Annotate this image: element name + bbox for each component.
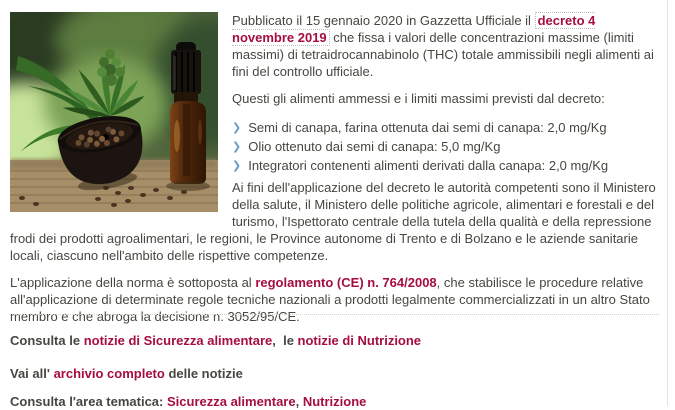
consulta-label: Consulta le bbox=[10, 333, 84, 348]
chevron-bullet-icon: ❯ bbox=[232, 122, 242, 134]
list-item-text: Integratori contenenti alimenti derivati dalla canapa: 2,0 mg/Kg bbox=[248, 158, 609, 173]
area-tematica-label: Consulta l'area tematica: bbox=[10, 394, 167, 409]
notizie-nutrizione-link[interactable]: notizie di Nutrizione bbox=[297, 333, 422, 348]
line1-separator: , le bbox=[272, 333, 298, 348]
decreto-link[interactable]: decreto 4 novembre 2019 bbox=[232, 13, 596, 45]
chevron-bullet-icon: ❯ bbox=[232, 141, 242, 153]
list-item-text: Olio ottenuto dai semi di canapa: 5,0 mg/Kg bbox=[248, 139, 501, 154]
related-links-section bbox=[10, 314, 659, 410]
archivio-line bbox=[10, 365, 659, 382]
regolamento-link[interactable]: regolamento (CE) n. 764/2008 bbox=[255, 275, 437, 290]
authorities-paragraph: Ai fini dell'applicazione del decreto le autorità competenti sono il Ministero della salute, il Ministero delle politiche agricole, alimentari e forestali e del turismo, l'Ispettorato centrale della tutela della qualità e della repressione frodi dei prodotti agroalimentari, le regioni, le Province autonome di Trento e di Bolzano e le aziende sanitarie locali, ciascuno nell'ambito delle rispettive competenze. bbox=[10, 180, 656, 263]
dotted-divider bbox=[10, 314, 659, 315]
area-sicurezza-link[interactable]: Sicurezza alimentare bbox=[166, 394, 296, 409]
intro-text-before: Pubblicato il 15 gennaio 2020 in Gazzetta Ufficiale il bbox=[232, 13, 535, 28]
notizie-sicurezza-link[interactable]: notizie di Sicurezza alimentare bbox=[83, 333, 273, 348]
consulta-notizie-line bbox=[10, 332, 659, 349]
archivio-completo-link[interactable]: archivio completo bbox=[53, 366, 165, 381]
area-nutrizione-link[interactable]: Nutrizione bbox=[302, 394, 367, 409]
chevron-bullet-icon: ❯ bbox=[232, 160, 242, 172]
line3-separator: , bbox=[295, 394, 303, 409]
list-intro-paragraph: Questi gli alimenti ammessi e i limiti massimi previsti dal decreto: bbox=[232, 91, 605, 106]
list-item-text: Semi di canapa, farina ottenuta dai semi di canapa: 2,0 mg/Kg bbox=[248, 120, 607, 135]
intro-text-after: che fissa i valori delle concentrazioni massime (limiti massimi) di tetraidrocannabinolo (THC) totale ammissibili negli alimenti ai fini del controllo ufficiale. bbox=[232, 30, 654, 79]
area-tematica-line bbox=[10, 393, 659, 410]
article-photo bbox=[10, 12, 218, 212]
regulation-text-before: L'applicazione della norma è sottoposta al bbox=[10, 275, 256, 290]
archivio-suffix: delle notizie bbox=[164, 366, 243, 381]
regulation-text-after: , che stabilisce le procedure relative all'applicazione di determinate regole tecniche nazionali a prodotti legalmente commercializzati in un altro Stato membro e che abroga la decisione n. 3052/95/CE. bbox=[10, 275, 650, 324]
vai-label: Vai all' bbox=[10, 366, 54, 381]
